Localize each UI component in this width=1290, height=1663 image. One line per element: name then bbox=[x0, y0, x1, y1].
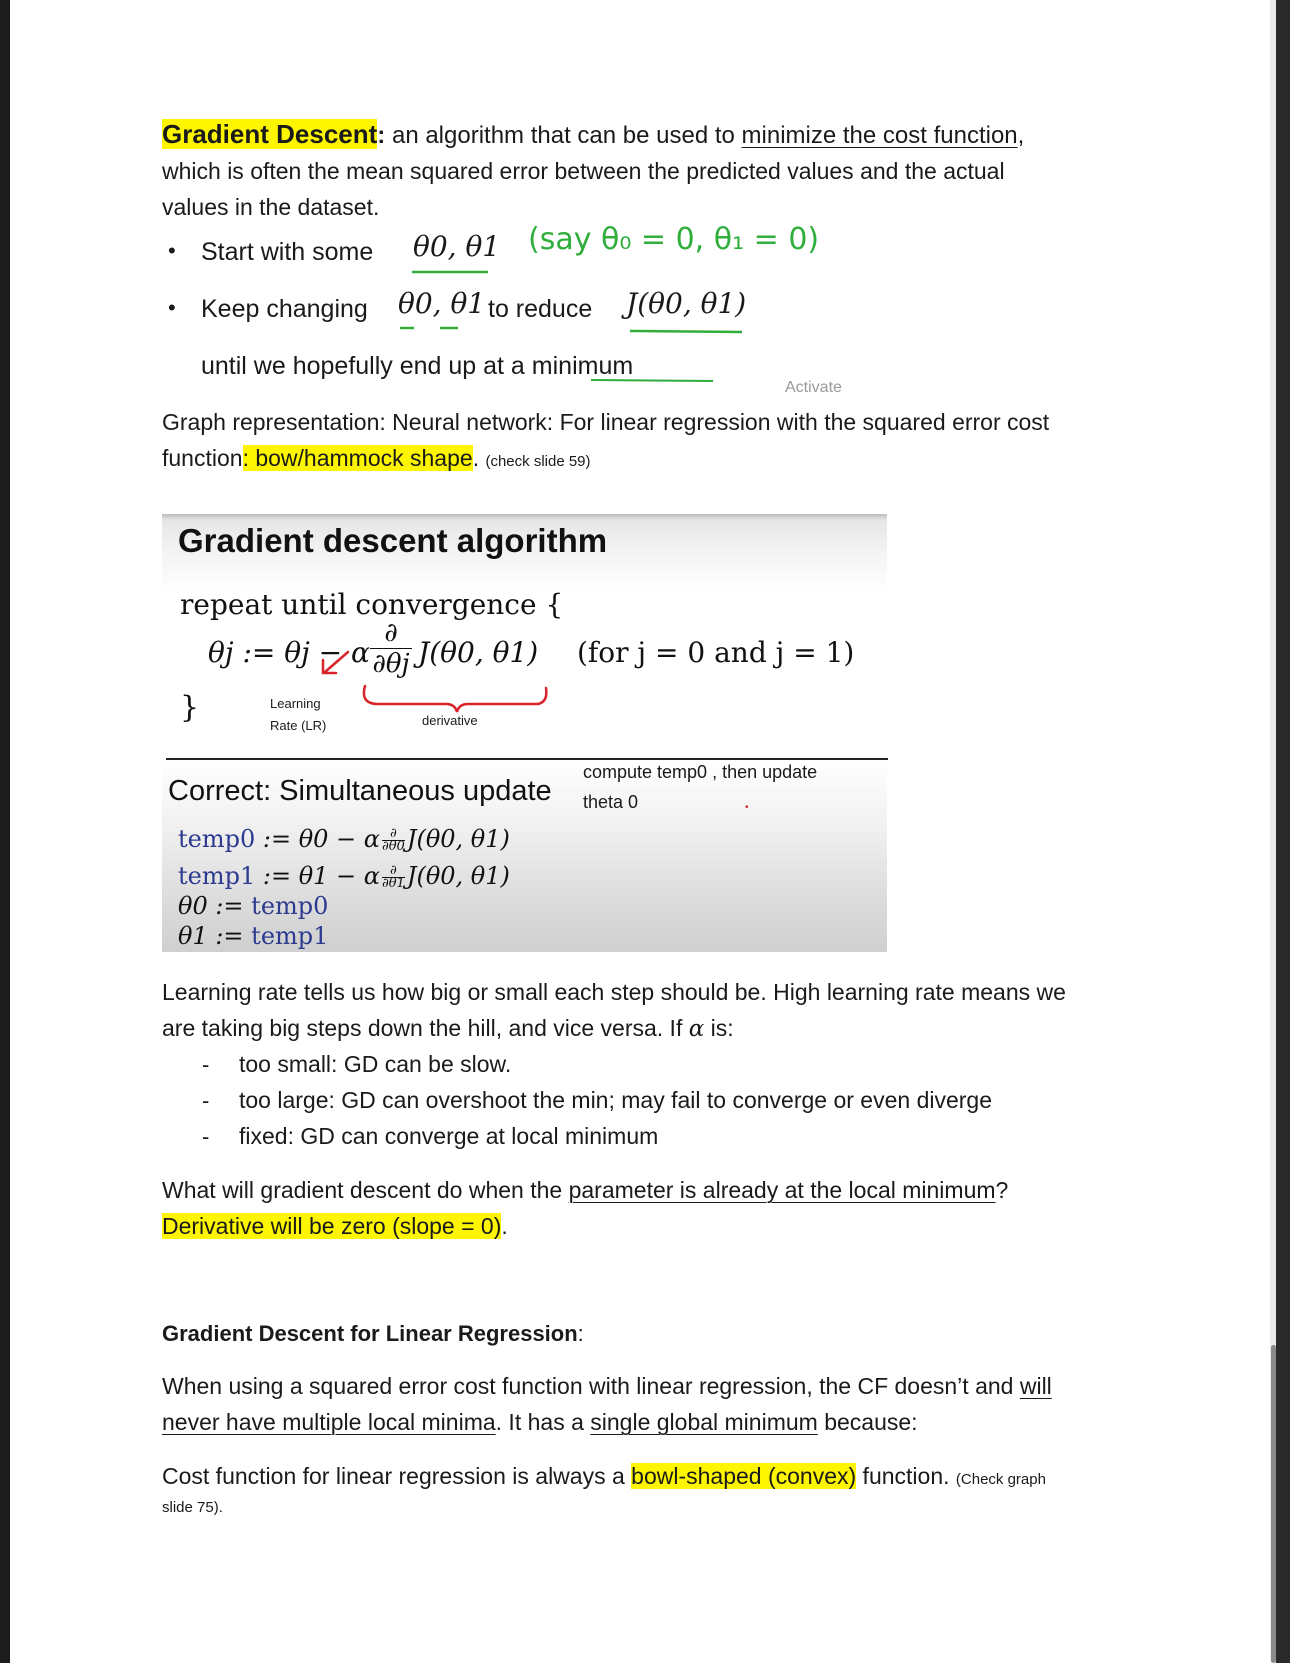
slide-title: Gradient descent algorithm bbox=[178, 522, 608, 559]
bullet-2-text-1: Keep changing bbox=[201, 295, 368, 323]
bow-hammock-highlight: : bow/hammock shape bbox=[242, 445, 473, 471]
multiple-minima-underlined: never have multiple local minima bbox=[162, 1409, 496, 1435]
bullet-1-text: Start with some bbox=[201, 238, 374, 266]
intro-text: an algorithm that can be used to bbox=[385, 122, 742, 149]
lr-line-1: Learning rate tells us how big or small each step should be. High learning rate means we bbox=[162, 979, 1066, 1005]
eq-theta1 bbox=[178, 922, 328, 950]
graph-period: . bbox=[472, 445, 480, 471]
slide-75-note: slide 75). bbox=[162, 1499, 223, 1516]
derivative-label: derivative bbox=[422, 713, 478, 728]
compute-temp0-note-1: compute temp0 , then update bbox=[583, 762, 818, 782]
bullet-1-math: θ0, θ1 bbox=[413, 230, 501, 263]
linreg-p1-mid: . It has a bbox=[495, 1409, 591, 1435]
bullet-2-math-1: θ0, θ1 bbox=[398, 287, 486, 320]
cost-function-J: J(θ0, θ1) bbox=[418, 636, 539, 669]
question-text: What will gradient descent do when the bbox=[162, 1177, 569, 1203]
single-global-minimum-underlined: single global minimum bbox=[590, 1409, 818, 1435]
term-gradient-descent: Gradient Descent bbox=[162, 119, 378, 149]
dash-marker: - bbox=[202, 1124, 210, 1149]
bullet-dot: • bbox=[168, 238, 176, 263]
intro-comma: , bbox=[1017, 122, 1025, 149]
eq2-num: ∂ bbox=[382, 865, 405, 878]
answer-highlight: Derivative will be zero (slope = 0) bbox=[162, 1213, 502, 1239]
eq4-lhs: θ1 := bbox=[178, 922, 252, 950]
question-mark: ? bbox=[995, 1177, 1009, 1203]
eq2-rhs: := θ1 − α bbox=[255, 862, 380, 890]
eq2-fraction bbox=[382, 865, 405, 890]
bullet-2-text-3: until we hopefully end up at a bbox=[201, 352, 532, 380]
eq4-temp1: temp1 bbox=[251, 922, 329, 950]
graph-function-word: function bbox=[162, 445, 243, 471]
lr-arrow-stroke bbox=[325, 652, 348, 672]
question-line bbox=[162, 1176, 1008, 1204]
linreg-p2-line-1 bbox=[162, 1462, 1046, 1494]
alpha-symbol: α bbox=[688, 1016, 705, 1042]
intro-line-2: which is often the mean squared error between the predicted values and the actual bbox=[162, 158, 1005, 184]
partial-denominator: ∂θj bbox=[372, 649, 410, 679]
linreg-heading-text: Gradient Descent for Linear Regression bbox=[162, 1321, 578, 1346]
graph-line-1: Graph representation: Neural network: For linear regression with the squared error cost bbox=[162, 409, 1050, 435]
linreg-heading-colon: : bbox=[577, 1321, 584, 1346]
linreg-p1-line-1 bbox=[162, 1372, 1052, 1400]
eq1-J: J(θ0, θ1) bbox=[406, 825, 510, 853]
lr-item-too-large: too large: GD can overshoot the min; may fail to converge or even diverge bbox=[239, 1087, 993, 1113]
lr-item-too-small: too small: GD can be slow. bbox=[239, 1051, 512, 1077]
linreg-p2-end: function. bbox=[856, 1463, 956, 1489]
minimize-cost-underlined: minimize the cost function bbox=[741, 122, 1018, 149]
linreg-p2-text: Cost function for linear regression is always a bbox=[162, 1463, 632, 1489]
eq1-rhs: := θ0 − α bbox=[255, 825, 380, 853]
eq2-den: ∂θ1 bbox=[382, 876, 405, 891]
learning-rate-label-2: Rate (LR) bbox=[270, 718, 327, 733]
minimum-underlined: minimum bbox=[531, 352, 634, 380]
compute-temp0-note-2: theta 0 bbox=[583, 792, 639, 812]
update-rule-lhs: θj := θj − α bbox=[208, 636, 370, 669]
eq-theta0 bbox=[178, 892, 328, 920]
eq3-lhs: θ0 := bbox=[178, 892, 252, 920]
red-dot-mark: • bbox=[745, 802, 749, 813]
closing-brace: } bbox=[180, 690, 200, 725]
lr-line-2-text: are taking big steps down the hill, and vice versa. If bbox=[162, 1015, 689, 1041]
eq2-J: J(θ0, θ1) bbox=[406, 862, 510, 890]
eq1-fraction bbox=[382, 828, 405, 853]
eq1-num: ∂ bbox=[382, 828, 405, 841]
linreg-heading bbox=[162, 1320, 584, 1348]
repeat-until-convergence: repeat until convergence { bbox=[180, 588, 564, 621]
check-graph-note: (Check graph bbox=[955, 1471, 1046, 1488]
activate-watermark: Activate bbox=[785, 379, 842, 396]
eq-temp0 bbox=[178, 825, 510, 853]
eq1-den: ∂θ0 bbox=[382, 839, 405, 854]
eq-temp1 bbox=[178, 862, 510, 890]
temp0-var: temp0 bbox=[178, 825, 256, 853]
for-j-condition: (for j = 0 and j = 1) bbox=[577, 636, 855, 669]
check-slide-59-note: (check slide 59) bbox=[485, 453, 591, 470]
linreg-p1-line-2 bbox=[162, 1408, 918, 1436]
dash-marker: - bbox=[202, 1052, 210, 1077]
temp1-var: temp1 bbox=[178, 862, 256, 890]
bullet-dot: • bbox=[168, 295, 176, 320]
will-underlined: will bbox=[1019, 1373, 1052, 1399]
term-colon: : bbox=[377, 122, 386, 149]
derivative-brace-stroke bbox=[364, 686, 546, 712]
linreg-p1-text: When using a squared error cost function with linear regression, the CF doesn’t and bbox=[162, 1373, 1020, 1399]
bowl-shaped-highlight: bowl-shaped (convex) bbox=[631, 1463, 857, 1489]
bullet-2-text-2: to reduce bbox=[488, 295, 593, 323]
answer-period: . bbox=[501, 1213, 508, 1239]
eq3-temp0: temp0 bbox=[251, 892, 329, 920]
partial-numerator: ∂ bbox=[370, 618, 412, 649]
answer-line bbox=[162, 1212, 508, 1240]
learning-rate-label-1: Learning bbox=[270, 696, 321, 711]
dash-marker: - bbox=[202, 1088, 210, 1113]
lr-item-fixed: fixed: GD can converge at local minimum bbox=[239, 1123, 659, 1149]
intro-line-3: values in the dataset. bbox=[162, 194, 380, 220]
lr-line-2 bbox=[162, 1014, 734, 1043]
bullet-2-math-2: J(θ0, θ1) bbox=[626, 287, 747, 320]
linreg-p1-end: because: bbox=[817, 1409, 918, 1435]
lr-line-2-end: is: bbox=[704, 1015, 734, 1041]
handwritten-say-note: (say θ₀ = 0, θ₁ = 0) bbox=[528, 222, 820, 257]
simultaneous-update-title: Correct: Simultaneous update bbox=[168, 775, 552, 807]
local-minimum-underlined: parameter is already at the local minimum bbox=[568, 1177, 996, 1203]
